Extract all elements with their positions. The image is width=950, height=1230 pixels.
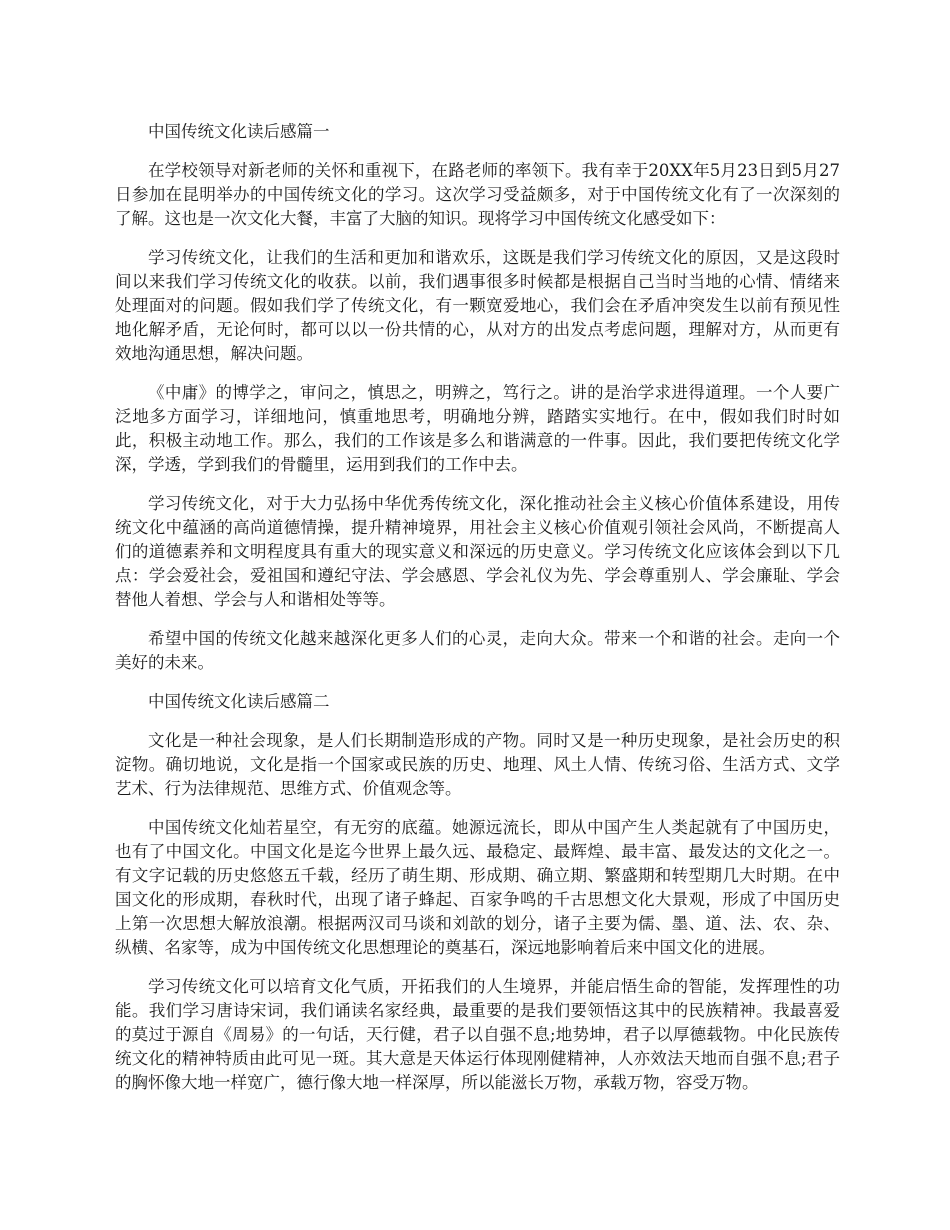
section-2-paragraph-1: 文化是一种社会现象，是人们长期制造形成的产物。同时又是一种历史现象，是社会历史的积淀物。确切地说，文化是指一个国家或民族的历史、地理、风土人情、传统习俗、生活方式、文学艺术、行为法律规范、思维方式、价值观念等。 [115,731,840,798]
section-2-paragraph-2: 中国传统文化灿若星空，有无穷的底蕴。她源远流长，即从中国产生人类起就有了中国历史，也有了中国文化。中国文化是迄今世界上最久远、最稳定、最辉煌、最丰富、最发达的文化之一。有文字记载的历史悠悠五千载，经历了萌生期、形成期、确立期、繁盛期和转型期几大时期。在中国文化的形成期，春秋时代，出现了诸子蜂起、百家争鸣的千古思想文化大景观，形成了中国历史上第一次思想大解放浪潮。根据两汉司马谈和刘歆的划分，诸子主要为儒、墨、道、法、农、杂、纵横、名家等，成为中国传统文化思想理论的奠基石，深远地影响着后来中国文化的进展。 [115,818,840,957]
section-1-paragraph-4: 学习传统文化，对于大力弘扬中华优秀传统文化，深化推动社会主义核心价值体系建设，用传统文化中蕴涵的高尚道德情操，提升精神境界，用社会主义核心价值观引领社会风尚，不断提高人们的道德素养和文明程度具有重大的现实意义和深远的历史意义。学习传统文化应该体会到以下几点：学会爱社会，爱祖国和遵纪守法、学会感恩、学会礼仪为先、学会尊重别人、学会廉耻、学会替他人着想、学会与人和谐相处等等。 [115,494,840,609]
section-2-heading: 中国传统文化读后感篇二 [148,692,330,711]
section-2-paragraph-3: 学习传统文化可以培育文化气质，开拓我们的人生境界，并能启悟生命的智能，发挥理性的功能。我们学习唐诗宋词，我们诵读名家经典，最重要的是我们要领悟这其中的民族精神。我最喜爱的莫过于源自《周易》的一句话，天行健，君子以自强不息;地势坤，君子以厚德载物。中化民族传统文化的精神特质由此可见一斑。其大意是天体运行体现刚健精神，人亦效法天地而自强不息;君子的胸怀像大地一样宽广，德行像大地一样深厚，所以能滋长万物，承载万物，容受万物。 [115,977,840,1092]
section-1-paragraph-1: 在学校领导对新老师的关怀和重视下，在路老师的率领下。我有幸于20XX年5月23日到5月27日参加在昆明举办的中国传统文化的学习。这次学习受益颇多，对于中国传统文化有了一次深刻的了解。这也是一次文化大餐，丰富了大脑的知识。现将学习中国传统文化感受如下： [115,161,840,228]
section-1-paragraph-3: 《中庸》的博学之，审问之，慎思之，明辨之，笃行之。讲的是治学求进得道理。一个人要广泛地多方面学习，详细地问，慎重地思考，明确地分辨，踏踏实实地行。在中，假如我们时时如此，积极主动地工作。那么，我们的工作该是多么和谐满意的一件事。因此，我们要把传统文化学深，学透，学到我们的骨髓里，运用到我们的工作中去。 [115,383,840,474]
document-page [115,120,840,1110]
section-1-heading: 中国传统文化读后感篇一 [148,122,330,141]
section-1-paragraph-2: 学习传统文化，让我们的生活和更加和谐欢乐，这既是我们学习传统文化的原因，又是这段时间以来我们学习传统文化的收获。以前，我们遇事很多时候都是根据自己当时当地的心情、情绪来处理面对的问题。假如我们学了传统文化，有一颗宽爱地心，我们会在矛盾冲突发生以前有预见性地化解矛盾，无论何时，都可以以一份共情的心，从对方的出发点考虑问题，理解对方，从而更有效地沟通思想，解决问题。 [115,248,840,363]
section-1-paragraph-5: 希望中国的传统文化越来越深化更多人们的心灵，走向大众。带来一个和谐的社会。走向一个美好的未来。 [115,629,840,672]
